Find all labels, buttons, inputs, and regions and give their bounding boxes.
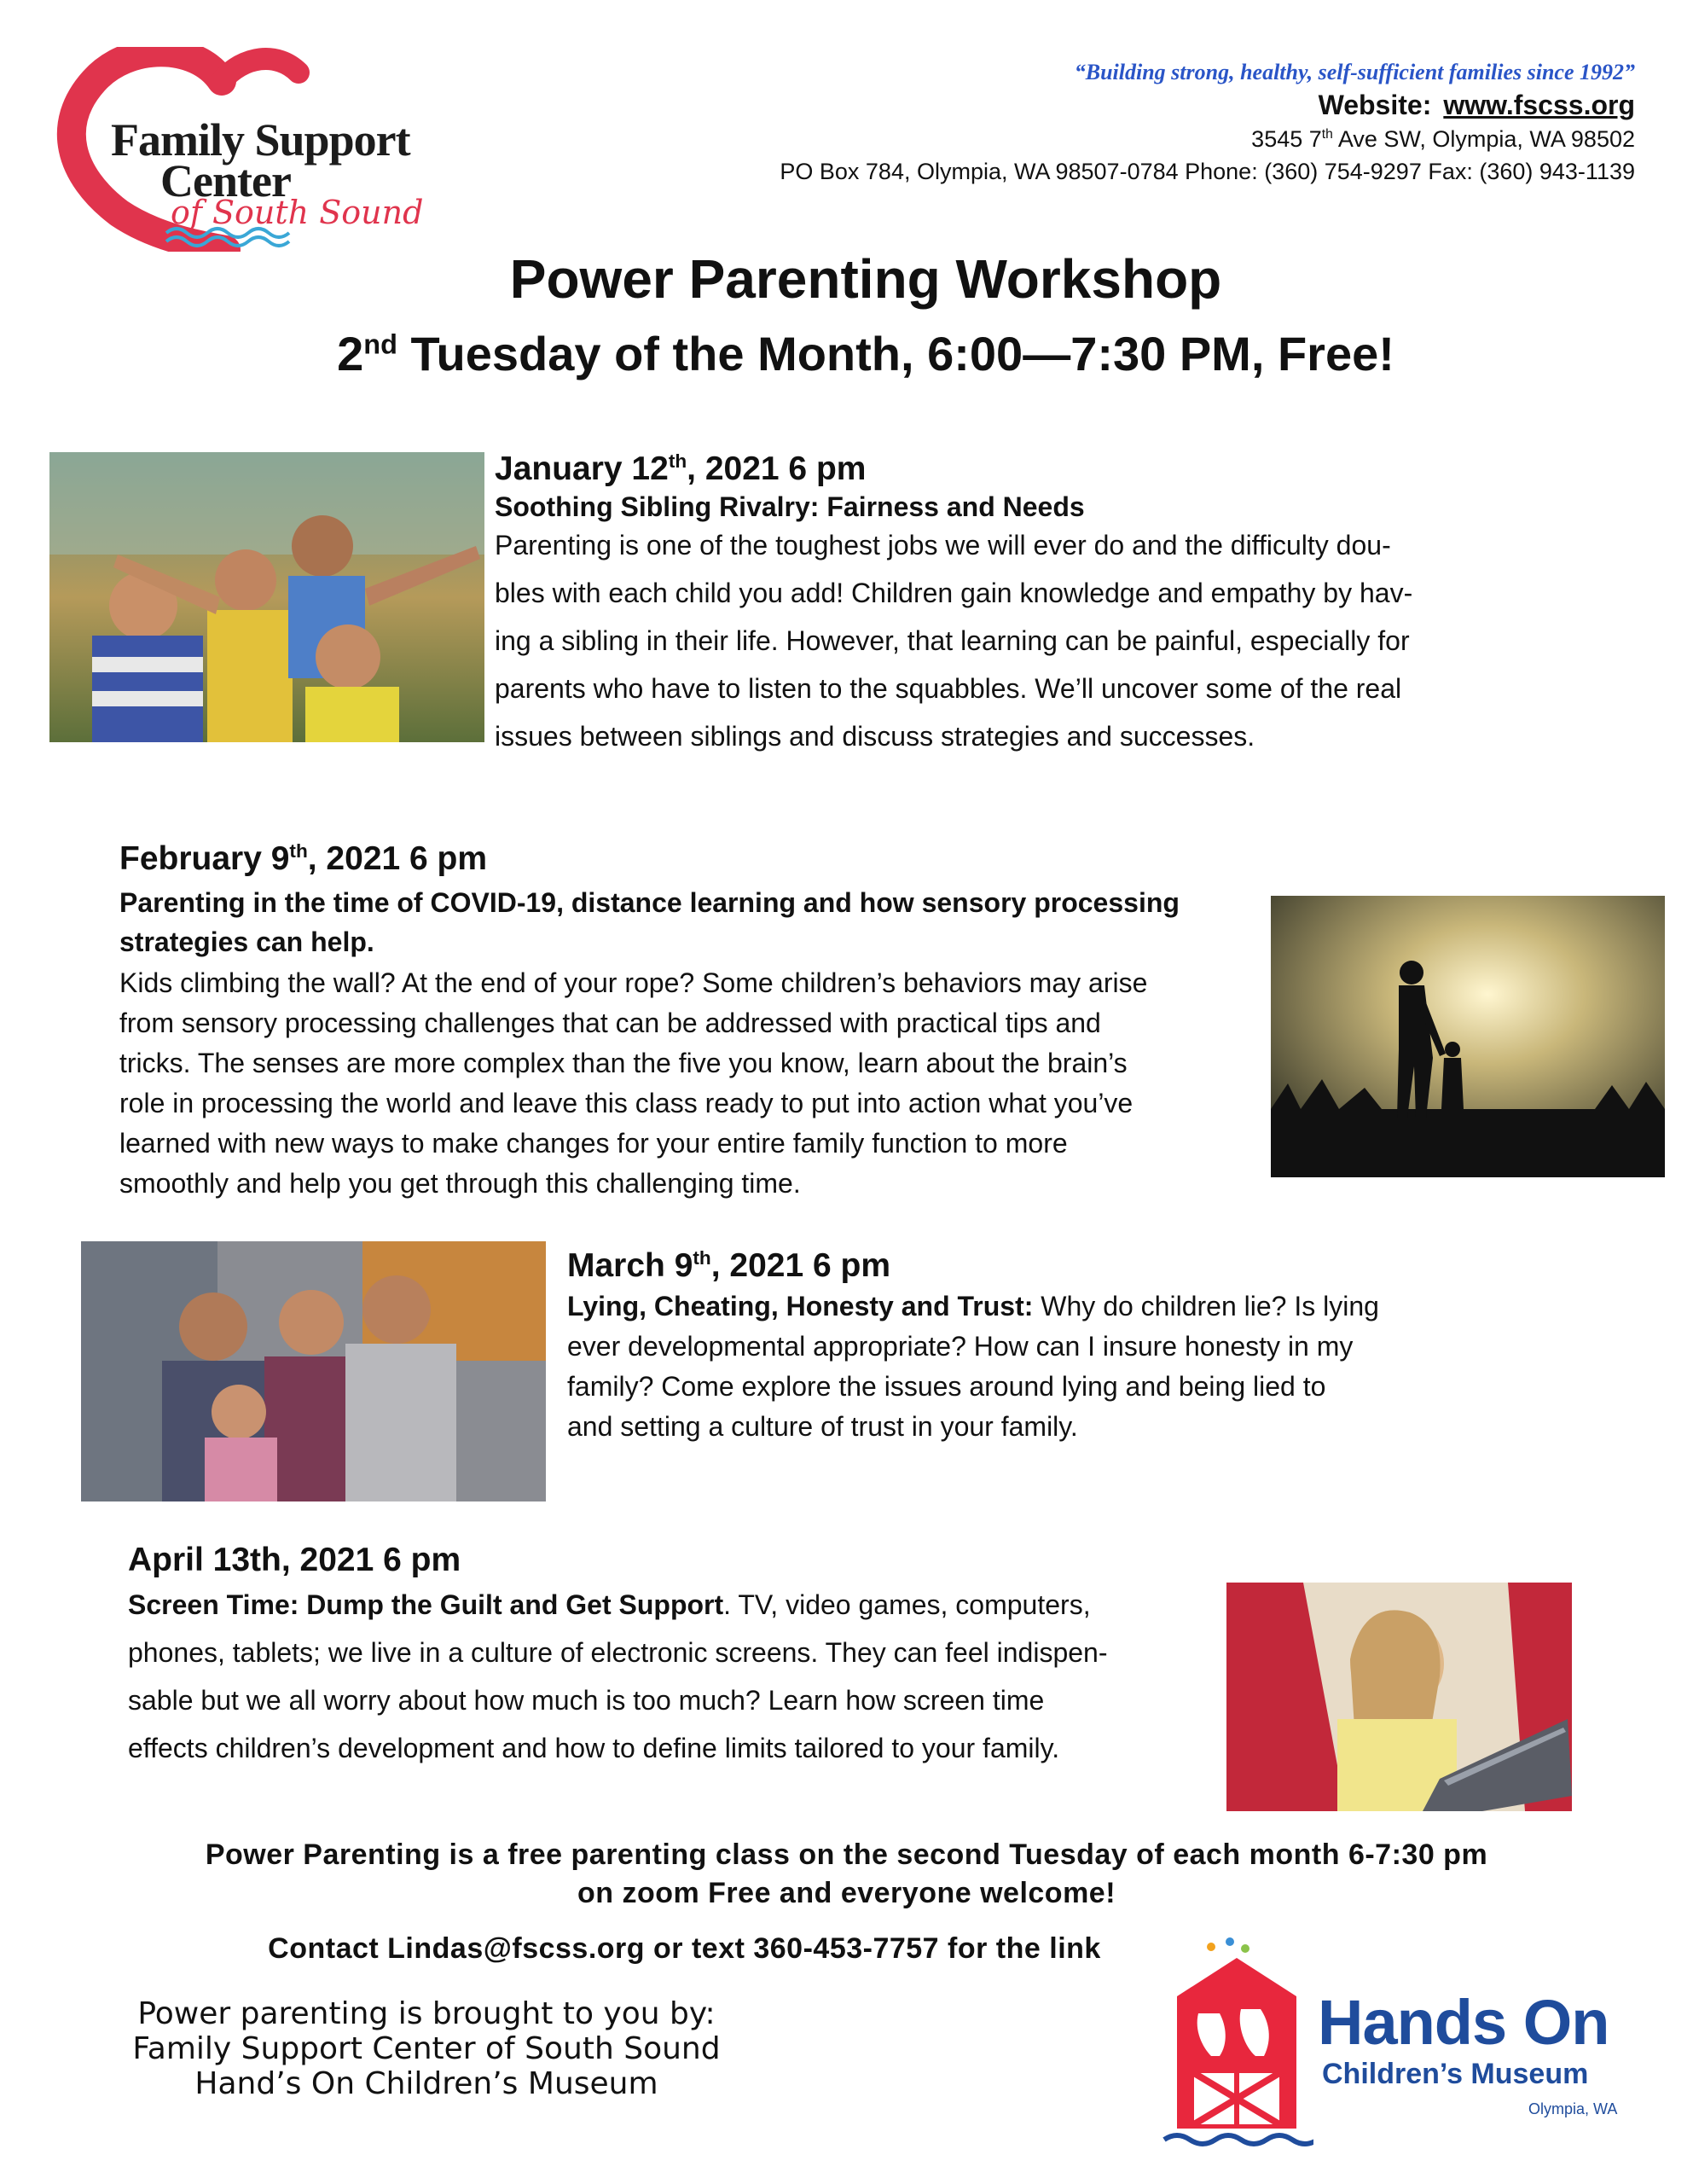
- description-line: sable but we all worry about how much is too much? Learn how screen time: [128, 1685, 1045, 1716]
- hands-on-museum-logo: [1160, 1937, 1638, 2150]
- logo-text-line1: Family Support: [111, 114, 410, 166]
- event-date: January 12th, 2021 6 pm: [495, 450, 867, 487]
- topic-line: strategies can help.: [119, 926, 374, 957]
- description-line: bles with each child you add! Children gain knowledge and empathy by hav-: [495, 578, 1413, 608]
- event-description: [119, 963, 1279, 1204]
- page-subtitle: [0, 326, 1693, 381]
- event-topic: Screen Time: Dump the Guilt and Get Support: [128, 1589, 724, 1620]
- credits-line: Family Support Center of South Sound: [132, 2031, 721, 2066]
- description-line: [128, 1581, 1237, 1629]
- address-number: 3545 7: [1251, 126, 1322, 152]
- topic-line: Parenting in the time of COVID-19, distance learning and how sensory processing: [119, 887, 1180, 918]
- logo-text-line3: of South Sound: [171, 194, 424, 231]
- event-description: [567, 1287, 1633, 1447]
- address-rest: Ave SW, Olympia, WA 98502: [1332, 126, 1635, 152]
- description-line: role in processing the world and leave this class ready to put into action what you’ve: [119, 1088, 1133, 1118]
- barn-hands-icon: [1160, 1937, 1313, 2150]
- child-laptop-photo: [1226, 1583, 1572, 1811]
- description-text: Why do children lie? Is lying: [1033, 1291, 1379, 1321]
- description-line: family? Come explore the issues around lying and being lied to: [567, 1371, 1326, 1402]
- hocm-location: Olympia, WA: [1528, 2100, 1618, 2117]
- credits-line: Hand’s On Children’s Museum: [194, 2066, 658, 2101]
- event-date: April 13th, 2021 6 pm: [128, 1542, 461, 1578]
- description-line: Parenting is one of the toughest jobs we will ever do and the difficulty dou-: [495, 530, 1391, 561]
- family-portrait-photo: [81, 1241, 546, 1502]
- hocm-title: Hands On: [1318, 1987, 1609, 2058]
- fscss-logo: [51, 47, 426, 252]
- event-topic: Soothing Sibling Rivalry: Fairness and Needs: [495, 491, 1085, 522]
- subtitle-pre: 2: [337, 327, 364, 380]
- event-topic: Lying, Cheating, Honesty and Trust:: [567, 1291, 1034, 1321]
- address-sup: th: [1321, 127, 1333, 142]
- description-line: ever developmental appropriate? How can I insure honesty in my: [567, 1331, 1354, 1362]
- event-january: [495, 450, 1561, 760]
- event-date: March 9th, 2021 6 pm: [567, 1247, 891, 1284]
- tagline: “Building strong, healthy, self-sufficient families since 1992”: [1074, 60, 1635, 84]
- description-line: issues between siblings and discuss strategies and successes.: [495, 721, 1255, 752]
- po-box-phone-fax: PO Box 784, Olympia, WA 98507-0784 Phone: (360) 754-9297 Fax: (360) 943-1139: [780, 159, 1635, 184]
- footer-contact: Contact Lindas@fscss.org or text 360-453-7757 for the link: [268, 1932, 1101, 1965]
- website-label: Website:: [1318, 90, 1432, 120]
- event-april: [128, 1542, 1237, 1772]
- description-line: and setting a culture of trust in your family.: [567, 1411, 1078, 1442]
- credits-block: [128, 1996, 725, 2101]
- subtitle-sup: nd: [363, 328, 397, 360]
- event-description: [128, 1581, 1237, 1772]
- event-date: February 9th, 2021 6 pm: [119, 840, 488, 877]
- description-line: effects children’s development and how to define limits tailored to your family.: [128, 1733, 1060, 1763]
- description-line: learned with new ways to make changes for your entire family function to more: [119, 1128, 1068, 1159]
- page-title: Power Parenting Workshop: [509, 248, 1222, 310]
- footer-info-line2: on zoom Free and everyone welcome!: [577, 1877, 1116, 1909]
- event-march: [567, 1247, 1633, 1447]
- footer-info-line1: Power Parenting is a free parenting class on the second Tuesday of each month 6-7:30 pm: [205, 1838, 1488, 1871]
- children-siblings-photo: [49, 452, 484, 742]
- website-link[interactable]: www.fscss.org: [1443, 90, 1635, 120]
- street-address: [1251, 126, 1635, 153]
- event-topic: [119, 883, 1279, 961]
- description-line: [567, 1287, 1633, 1327]
- event-february: [119, 840, 1279, 1204]
- description-line: parents who have to listen to the squabbles. We’ll uncover some of the real: [495, 673, 1402, 704]
- logo-text-line2: Center: [160, 155, 291, 206]
- hocm-subtitle: Children’s Museum: [1322, 2058, 1589, 2090]
- description-line: smoothly and help you get through this challenging time.: [119, 1168, 801, 1199]
- description-line: from sensory processing challenges that can be addressed with practical tips and: [119, 1008, 1101, 1038]
- description-line: ing a sibling in their life. However, that learning can be painful, especially for: [495, 625, 1410, 656]
- event-description: [495, 521, 1561, 760]
- description-line: Kids climbing the wall? At the end of your rope? Some children’s behaviors may arise: [119, 967, 1148, 998]
- credits-line: Power parenting is brought to you by:: [137, 1996, 716, 2031]
- website-line: [1319, 90, 1635, 121]
- description-line: tricks. The senses are more complex than the five you know, learn about the brain’s: [119, 1048, 1128, 1078]
- description-line: phones, tablets; we live in a culture of electronic screens. They can feel indispen-: [128, 1637, 1108, 1668]
- description-text: . TV, video games, computers,: [723, 1589, 1091, 1620]
- subtitle-rest: Tuesday of the Month, 6:00—7:30 PM, Free!: [397, 327, 1394, 380]
- parent-child-silhouette-photo: [1271, 896, 1665, 1177]
